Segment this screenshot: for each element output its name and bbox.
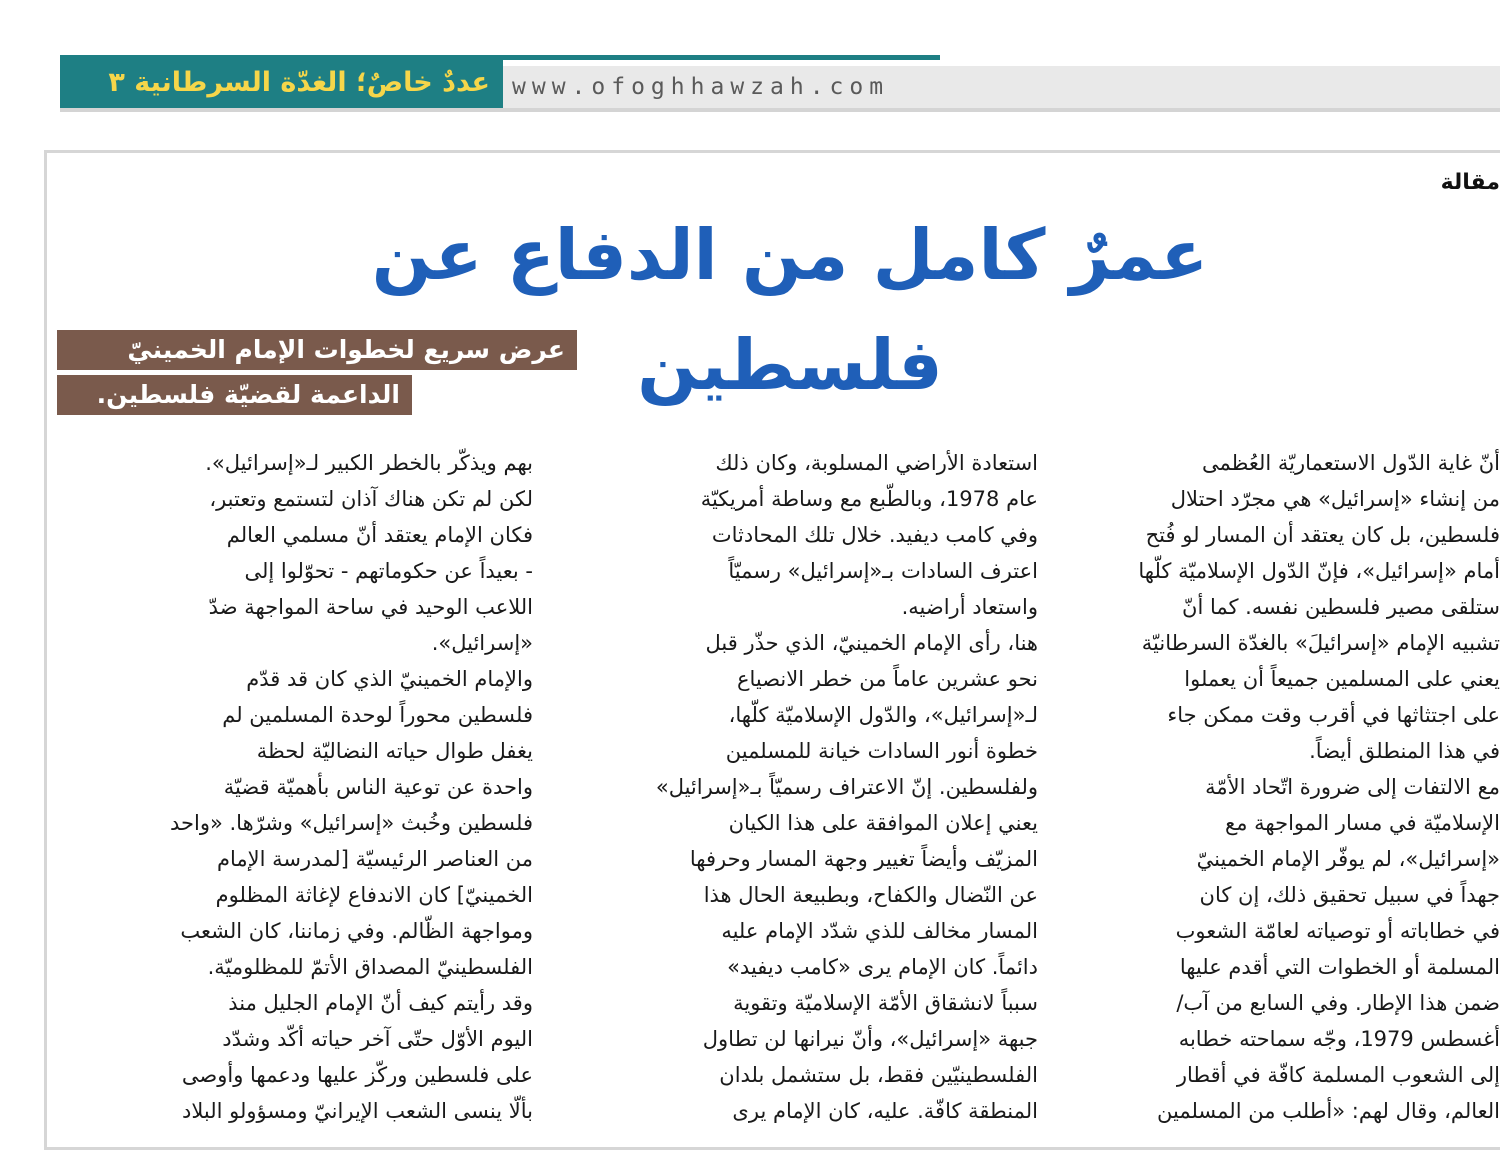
- article-column-3: [63, 445, 533, 1130]
- paragraph: مع الالتفات إلى ضرورة اتّحاد الأمّة الإسلاميّة في مسار المواجهة مع «إسرائيل»، لم يوفّر الإمام الخمينيّ جهداً في سبيل تحقيق ذلك، إن كان في خطاباته أو توصياته لعامّة الشعوب المسلمة أو الخطوات التي أقدم عليها ضمن هذا الإطار. وفي السابع من آب/ أغسطس 1979، وجّه سماحته خطابه إلى الشعوب المسلمة كافّة في أقطار العالم، وقال لهم: «أطلب من المسلمين: [1157, 775, 1500, 1123]
- article-headline: عمرٌ كامل من الدفاع عن فلسطين: [371, 214, 1209, 406]
- header-divider: [60, 108, 1500, 112]
- subhead-2: الداعمة لقضيّة فلسطين.: [57, 375, 412, 415]
- article-column-1: [1062, 445, 1500, 1130]
- article-column-2: [565, 445, 1038, 1130]
- paragraph: أنّ غاية الدّول الاستعماريّة العُظمى من إنشاء «إسرائيل» هي مجرّد احتلال فلسطين، بل كان يعتقد أن المسار لو فُتح أمام «إسرائيل»، فإنّ الدّول الإسلاميّة كلّها ستلقى مصير فلسطين نفسه. كما أنّ تشبيه الإمام «إسرائيلَ» بالغدّة السرطانيّة يعني على المسلمين جميعاً أن يعملوا على اجتثاثها في أقرب وقت ممكن جاء في هذا المنطلق أيضاً.: [1138, 451, 1500, 763]
- paragraph: والإمام الخمينيّ الذي كان قد قدّم فلسطين محوراً لوحدة المسلمين لم يغفل طوال حياته النضاليّة لحظة واحدة عن توعية الناس بأهميّة قضيّة فلسطين وخُبث «إسرائيل» وشرّها. «واحد من العناصر الرئيسيّة [لمدرسة الإمام الخمينيّ] كان الاندفاع لإغاثة المظلوم ومواجهة الظّالم. وفي زماننا، كان الشعب الفلسطينيّ المصداق الأتمّ للمظلوميّة. وقد رأيتم كيف أنّ الإمام الجليل منذ اليوم الأوّل حتّى آخر حياته أكّد وشدّد على فلسطين وركّز عليها ودعمها وأوصى بألّا ينسى الشعب الإيرانيّ ومسؤولو البلاد: [170, 667, 533, 1123]
- issue-title: عددٌ خاصٌ؛ الغدّة السرطانية ٣: [108, 67, 490, 98]
- section-label: مقالة: [1440, 170, 1500, 195]
- site-url[interactable]: www.ofoghhawzah.com: [512, 74, 890, 100]
- paragraph: استعادة الأراضي المسلوبة، وكان ذلك عام 1978، وبالطّبع مع وساطة أمريكيّة وفي كامب ديفيد. خلال تلك المحادثات اعترف السادات بـ«إسرائيل» رسميّاً واستعاد أراضيه.: [700, 451, 1038, 619]
- paragraph: هنا، رأى الإمام الخمينيّ، الذي حذّر قبل نحو عشرين عاماً من خطر الانصياع لـ«إسرائيل»، والدّول الإسلاميّة كلّها، خطوة أنور السادات خيانة للمسلمين ولفلسطين. إنّ الاعتراف رسميّاً بـ«إسرائيل» يعني إعلان الموافقة على هذا الكيان المزيّف وأيضاً تغيير وجهة المسار وحرفها عن النّضال والكفاح، وبطبيعة الحال هذا المسار مخالف للذي شدّد الإمام عليه دائماً. كان الإمام يرى «كامب ديفيد» سبباً لانشقاق الأمّة الإسلاميّة وتقوية جبهة «إسرائيل»، وأنّ نيرانها لن تطاول الفلسطينيّين فقط، بل ستشمل بلدان المنطقة كافّة. عليه، كان الإمام يرى: [655, 631, 1038, 1123]
- paragraph: بهم ويذكّر بالخطر الكبير لـ«إسرائيل». لكن لم تكن هناك آذان لتستمع وتعتبر، فكان الإمام يعتقد أنّ مسلمي العالم - بعيداً عن حكوماتهم - تحوّلوا إلى اللاعب الوحيد في ساحة المواجهة ضدّ «إسرائيل».: [205, 451, 533, 655]
- subhead-1: عرض سريع لخطوات الإمام الخمينيّ: [57, 330, 577, 370]
